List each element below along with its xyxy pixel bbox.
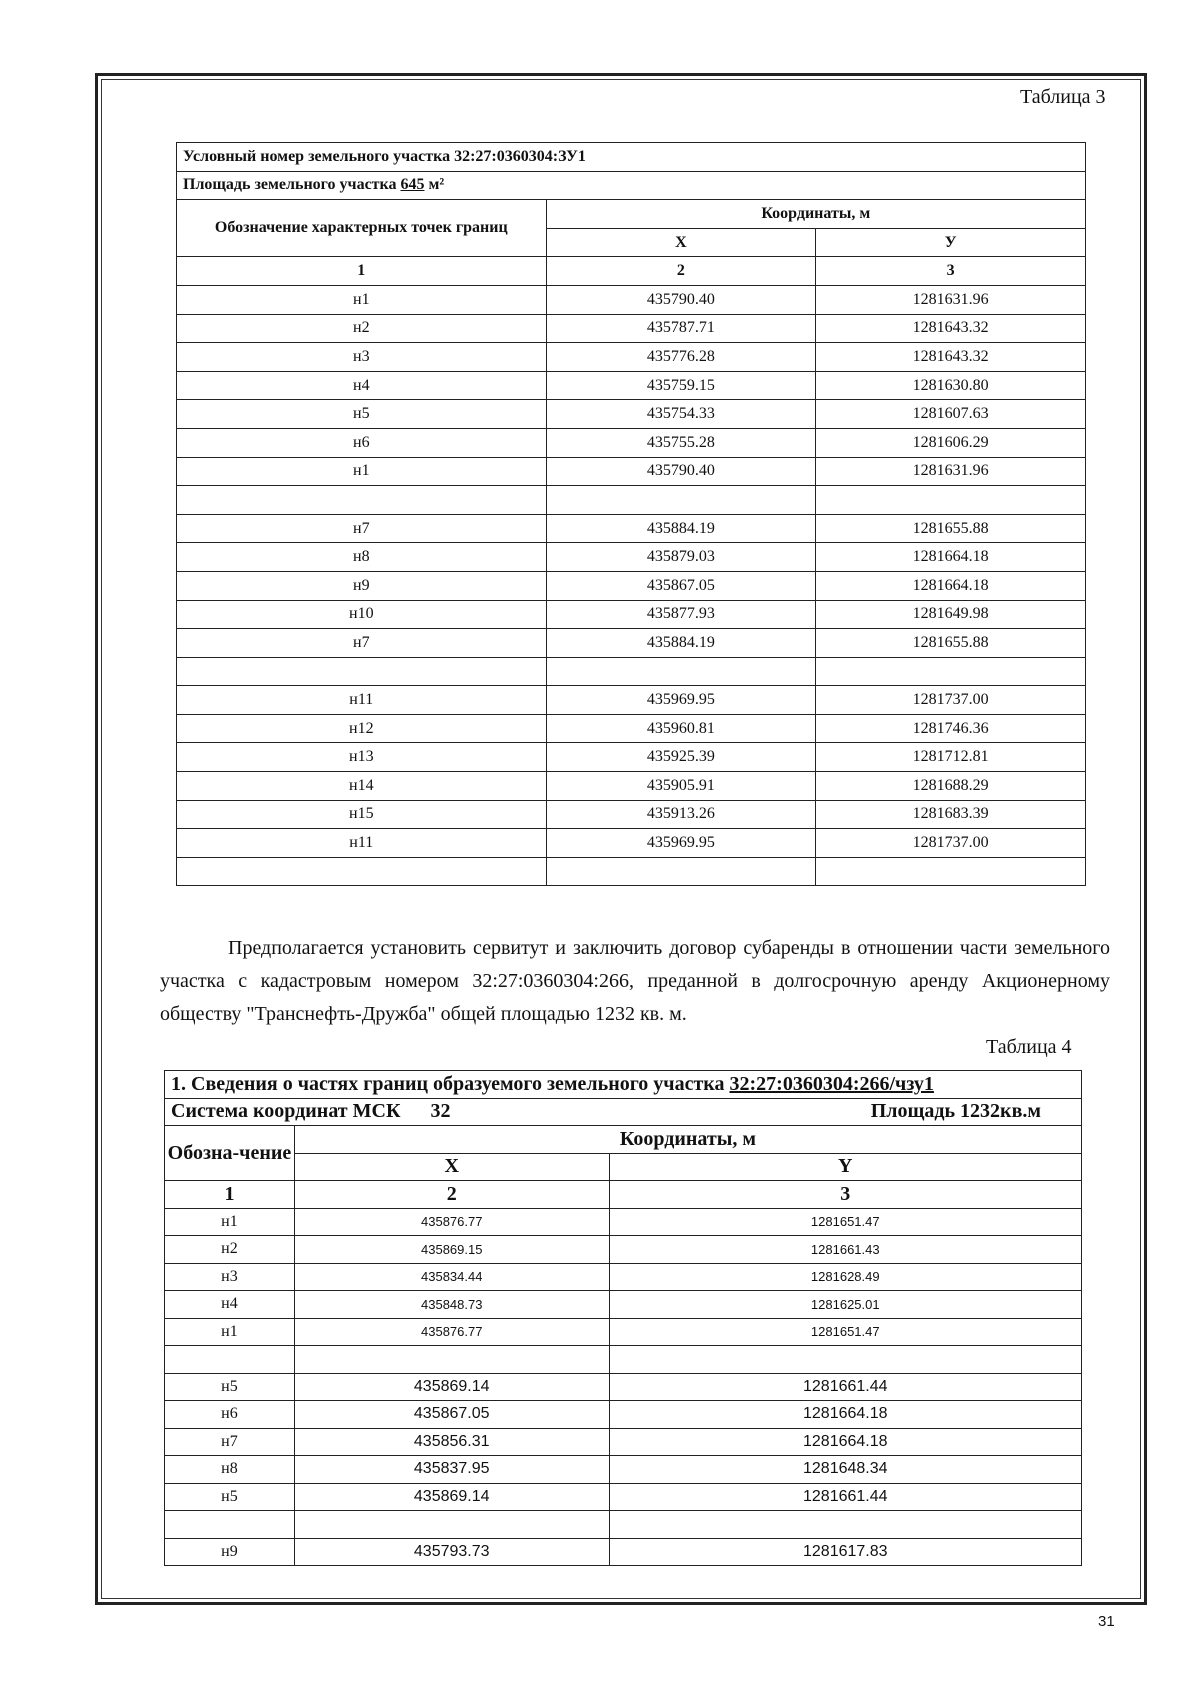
coordinate-system-value: 32 [430,1100,451,1123]
area-value: 645 [400,176,425,194]
table-row [177,514,1086,543]
point-cell: н7 [177,629,547,658]
point-cell: н5 [177,400,547,429]
y-cell: 1281664.18 [816,543,1086,572]
point-cell: н4 [165,1291,295,1319]
col-header-points: Обозна-чение [165,1126,295,1181]
y-cell: 1281651.47 [609,1208,1081,1236]
table-row [177,714,1086,743]
table-row [177,543,1086,572]
point-cell [177,486,547,515]
y-cell [816,857,1086,886]
y-cell: 1281643.32 [816,314,1086,343]
point-cell: н7 [177,514,547,543]
parcel-number-label: Условный номер земельного участка 32:27:0360304:ЗУ1 [177,143,1086,172]
x-cell: 435969.95 [546,829,816,858]
table-row [165,1208,1082,1236]
area-label: Площадь земельного участка [183,176,397,194]
y-cell: 1281628.49 [609,1263,1081,1291]
x-cell: 435879.03 [546,543,816,572]
table-row [165,1483,1082,1511]
y-cell: 1281651.47 [609,1318,1081,1346]
y-cell: 1281649.98 [816,600,1086,629]
point-cell: н2 [177,314,547,343]
table-row [177,371,1086,400]
point-cell: н6 [177,428,547,457]
y-cell: 1281625.01 [609,1291,1081,1319]
col-num-2: 2 [546,257,816,286]
x-cell: 435884.19 [546,629,816,658]
point-cell: н7 [165,1428,295,1456]
col-header-coords: Координаты, м [294,1126,1081,1154]
x-cell [294,1346,609,1374]
point-cell: н13 [177,743,547,772]
point-cell: н9 [177,571,547,600]
point-cell: н8 [165,1456,295,1484]
y-cell [816,657,1086,686]
x-cell: 435755.28 [546,428,816,457]
point-cell: н1 [177,457,547,486]
x-cell: 435876.77 [294,1208,609,1236]
table-row [177,686,1086,715]
coordinates-table-4 [164,1070,1082,1566]
y-cell: 1281648.34 [609,1456,1081,1484]
y-cell: 1281664.18 [609,1401,1081,1429]
table-row [177,829,1086,858]
y-cell: 1281631.96 [816,457,1086,486]
table-row [177,486,1086,515]
point-cell: н12 [177,714,547,743]
table-row [177,571,1086,600]
y-cell: 1281630.80 [816,371,1086,400]
table-row [165,1071,1082,1099]
y-cell: 1281617.83 [609,1538,1081,1566]
x-cell: 435877.93 [546,600,816,629]
y-cell: 1281688.29 [816,772,1086,801]
x-cell: 435869.14 [294,1483,609,1511]
table-row [165,1456,1082,1484]
table3-caption: Таблица 3 [1020,86,1106,108]
y-cell: 1281661.44 [609,1483,1081,1511]
table-row [177,428,1086,457]
table-row [177,143,1086,172]
col-header-points: Обозначение характерных точек границ [177,200,547,257]
table-row [177,400,1086,429]
table-row [165,1291,1082,1319]
table-row [165,1346,1082,1374]
col-num-3: 3 [609,1181,1081,1209]
x-cell: 435867.05 [546,571,816,600]
x-cell: 435790.40 [546,457,816,486]
x-cell [546,486,816,515]
table-row [165,1373,1082,1401]
point-cell: н10 [177,600,547,629]
y-cell: 1281664.18 [816,571,1086,600]
x-cell: 435884.19 [546,514,816,543]
coordinates-table-3 [176,142,1086,886]
x-cell: 435905.91 [546,772,816,801]
table-row [165,1428,1082,1456]
table-row [177,600,1086,629]
y-cell: 1281631.96 [816,285,1086,314]
point-cell: н6 [165,1401,295,1429]
y-cell: 1281655.88 [816,629,1086,658]
table-header-row [165,1153,1082,1181]
y-cell: 1281746.36 [816,714,1086,743]
table-row [177,800,1086,829]
table-row [177,457,1086,486]
table-row [177,629,1086,658]
x-cell: 435969.95 [546,686,816,715]
col-header-x: Х [546,228,816,257]
point-cell: н9 [165,1538,295,1566]
x-cell: 435960.81 [546,714,816,743]
y-cell: 1281737.00 [816,829,1086,858]
point-cell: н5 [165,1373,295,1401]
point-cell: н15 [177,800,547,829]
table-header-row [165,1126,1082,1154]
y-cell: 1281643.32 [816,343,1086,372]
y-cell: 1281712.81 [816,743,1086,772]
table-row [165,1263,1082,1291]
parcel-area-cell [177,171,1086,200]
y-cell: 1281737.00 [816,686,1086,715]
table-row [177,743,1086,772]
x-cell: 435834.44 [294,1263,609,1291]
x-cell [546,857,816,886]
y-cell: 1281664.18 [609,1428,1081,1456]
point-cell: н8 [177,543,547,572]
table-row [165,1511,1082,1539]
table-number-row [165,1181,1082,1209]
table-row [165,1236,1082,1264]
point-cell: н14 [177,772,547,801]
col-num-3: 3 [816,257,1086,286]
x-cell [294,1511,609,1539]
table-row [165,1401,1082,1429]
table4-caption: Таблица 4 [986,1036,1072,1058]
x-cell: 435925.39 [546,743,816,772]
x-cell: 435787.71 [546,314,816,343]
y-cell: 1281683.39 [816,800,1086,829]
table-row [177,772,1086,801]
point-cell: н5 [165,1483,295,1511]
y-cell [609,1346,1081,1374]
table-row [165,1098,1082,1126]
point-cell: н3 [165,1263,295,1291]
col-header-coords: Координаты, м [546,200,1085,229]
table-row [177,314,1086,343]
col-num-1: 1 [177,257,547,286]
coordinate-system-label: Система координат МСК [171,1100,401,1123]
col-header-y: Y [609,1153,1081,1181]
x-cell: 435869.15 [294,1236,609,1264]
x-cell: 435876.77 [294,1318,609,1346]
point-cell [165,1346,295,1374]
y-cell: 1281606.29 [816,428,1086,457]
table4-title-cell [165,1071,1082,1099]
table-row [177,343,1086,372]
y-cell: 1281607.63 [816,400,1086,429]
x-cell: 435837.95 [294,1456,609,1484]
col-header-y: У [816,228,1086,257]
point-cell [177,657,547,686]
y-cell: 1281661.44 [609,1373,1081,1401]
x-cell: 435790.40 [546,285,816,314]
paragraph-text: Предполагается установить сервитут и заключить договор субаренды в отношении части земельного участка с кадастровым номером 32:27:0360304:266, преданной в долгосрочную аренду Акционерному обществу "Транснефть-Дружба" общей площадью 1232 кв. м. [160,937,1110,1025]
table-number-row [177,257,1086,286]
table-row [177,285,1086,314]
point-cell: н11 [177,829,547,858]
point-cell [177,857,547,886]
x-cell: 435869.14 [294,1373,609,1401]
point-cell: н1 [165,1318,295,1346]
point-cell [165,1511,295,1539]
point-cell: н1 [165,1208,295,1236]
point-cell: н2 [165,1236,295,1264]
x-cell: 435754.33 [546,400,816,429]
page-number: 31 [1098,1613,1115,1630]
coordinate-system-cell [165,1098,1082,1126]
y-cell: 1281655.88 [816,514,1086,543]
x-cell [546,657,816,686]
servitude-paragraph [160,932,1110,1031]
table-header-row [177,200,1086,229]
x-cell: 435848.73 [294,1291,609,1319]
point-cell: н4 [177,371,547,400]
col-num-2: 2 [294,1181,609,1209]
table-row [177,171,1086,200]
x-cell: 435856.31 [294,1428,609,1456]
col-num-1: 1 [165,1181,295,1209]
table-row [165,1318,1082,1346]
col-header-x: X [294,1153,609,1181]
y-cell [816,486,1086,515]
x-cell: 435793.73 [294,1538,609,1566]
table-row [165,1538,1082,1566]
table-row [177,657,1086,686]
table-row [177,857,1086,886]
table4-area: Площадь 1232кв.м [870,1100,1041,1123]
point-cell: н11 [177,686,547,715]
x-cell: 435867.05 [294,1401,609,1429]
point-cell: н3 [177,343,547,372]
y-cell [609,1511,1081,1539]
point-cell: н1 [177,285,547,314]
area-unit: м² [428,176,445,194]
table4-title: 1. Сведения о частях границ образуемого земельного участка [171,1072,725,1095]
x-cell: 435913.26 [546,800,816,829]
x-cell: 435759.15 [546,371,816,400]
table4-parcel-number: 32:27:0360304:266/чзу1 [729,1072,934,1095]
x-cell: 435776.28 [546,343,816,372]
y-cell: 1281661.43 [609,1236,1081,1264]
